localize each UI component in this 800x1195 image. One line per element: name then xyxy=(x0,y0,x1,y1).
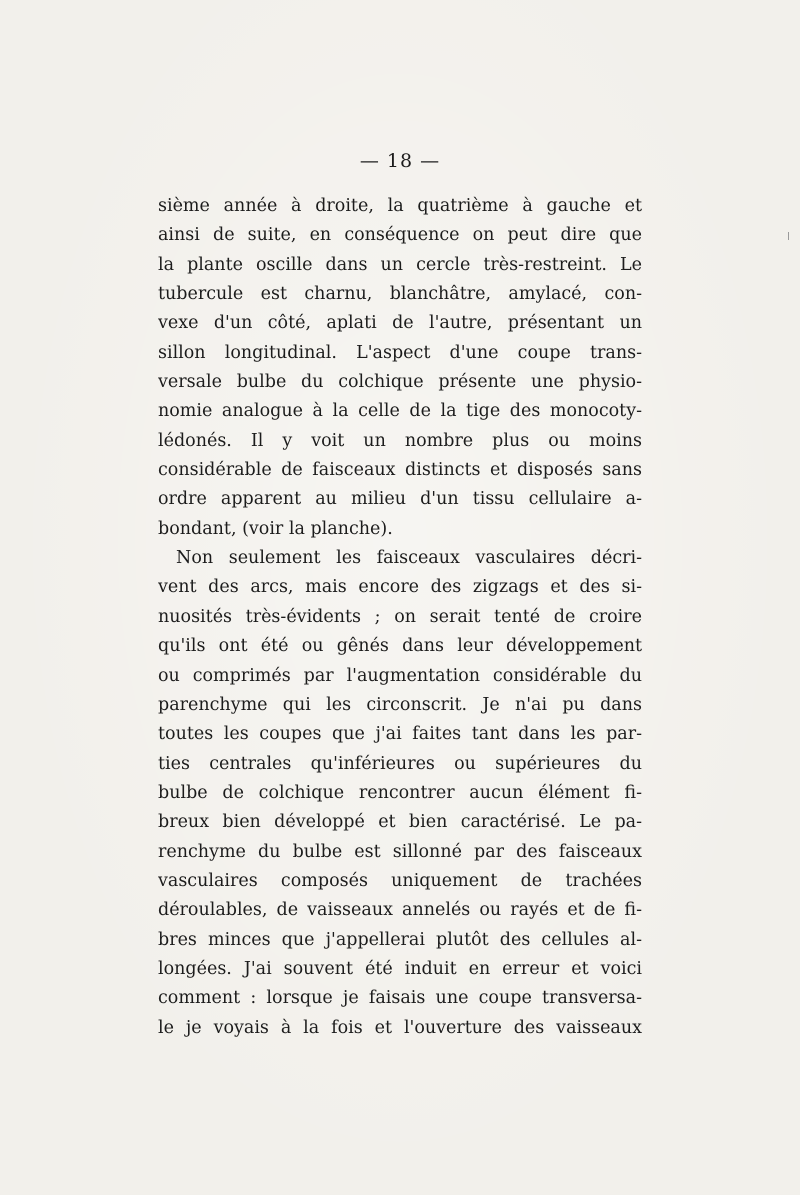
text-line: bondant, (voir la planche). xyxy=(158,518,393,539)
text-line: bres minces que j'appellerai plutôt des cellules al- xyxy=(158,929,642,950)
text-line: sième année à droite, la quatrième à gauche et xyxy=(158,196,642,216)
text-line: le je voyais à la fois et l'ouverture des vaisseaux xyxy=(158,1017,642,1038)
text-line: parenchyme qui les circonscrit. Je n'ai pu dans xyxy=(158,694,642,715)
text-line: renchyme du bulbe est sillonné par des faisceaux xyxy=(158,841,642,862)
text-line: sillon longitudinal. L'aspect d'une coupe trans- xyxy=(158,342,642,363)
text-line: ties centrales qu'inférieures ou supérieures du xyxy=(158,753,642,774)
text-line: vexe d'un côté, aplati de l'autre, présentant un xyxy=(158,313,642,334)
text-line: qu'ils ont été ou gênés dans leur développement xyxy=(158,636,642,657)
text-line: ordre apparent au milieu d'un tissu cellulaire a- xyxy=(158,489,642,510)
text-line: considérable de faisceaux distincts et disposés sans xyxy=(158,460,642,481)
text-line: breux bien développé et bien caractérisé. Le pa- xyxy=(158,812,642,833)
text-line: nuosités très-évidents ; on serait tenté de croire xyxy=(158,606,642,627)
text-line: vasculaires composés uniquement de trachées xyxy=(158,870,642,891)
text-line: longées. J'ai souvent été induit en erreur et voici xyxy=(158,958,642,979)
margin-mark xyxy=(788,232,789,240)
paragraph-first-line: Non seulement les faisceaux vasculaires décri- xyxy=(176,548,642,569)
text-line: ou comprimés par l'augmentation considérable du xyxy=(158,665,642,686)
text-line: ainsi de suite, en conséquence on peut dire que xyxy=(158,225,642,246)
text-line: tubercule est charnu, blanchâtre, amylacé, con- xyxy=(158,284,642,305)
text-line: nomie analogue à la celle de la tige des monocoty- xyxy=(158,401,642,422)
text-line: lédonés. Il y voit un nombre plus ou moins xyxy=(158,430,642,451)
text-line: toutes les coupes que j'ai faites tant dans les par- xyxy=(158,724,642,745)
text-line: vent des arcs, mais encore des zigzags et des si- xyxy=(158,577,642,598)
text-line: la plante oscille dans un cercle très-restreint. Le xyxy=(158,254,642,275)
text-line: comment : lorsque je faisais une coupe transversa- xyxy=(158,988,642,1009)
page-number: — 18 — xyxy=(359,150,441,172)
text-line: versale bulbe du colchique présente une physio- xyxy=(158,372,642,393)
body-text xyxy=(158,192,642,1043)
text-line: bulbe de colchique rencontrer aucun élément fi- xyxy=(158,782,642,803)
text-line: déroulables, de vaisseaux annelés ou rayés et de fi- xyxy=(158,900,642,921)
